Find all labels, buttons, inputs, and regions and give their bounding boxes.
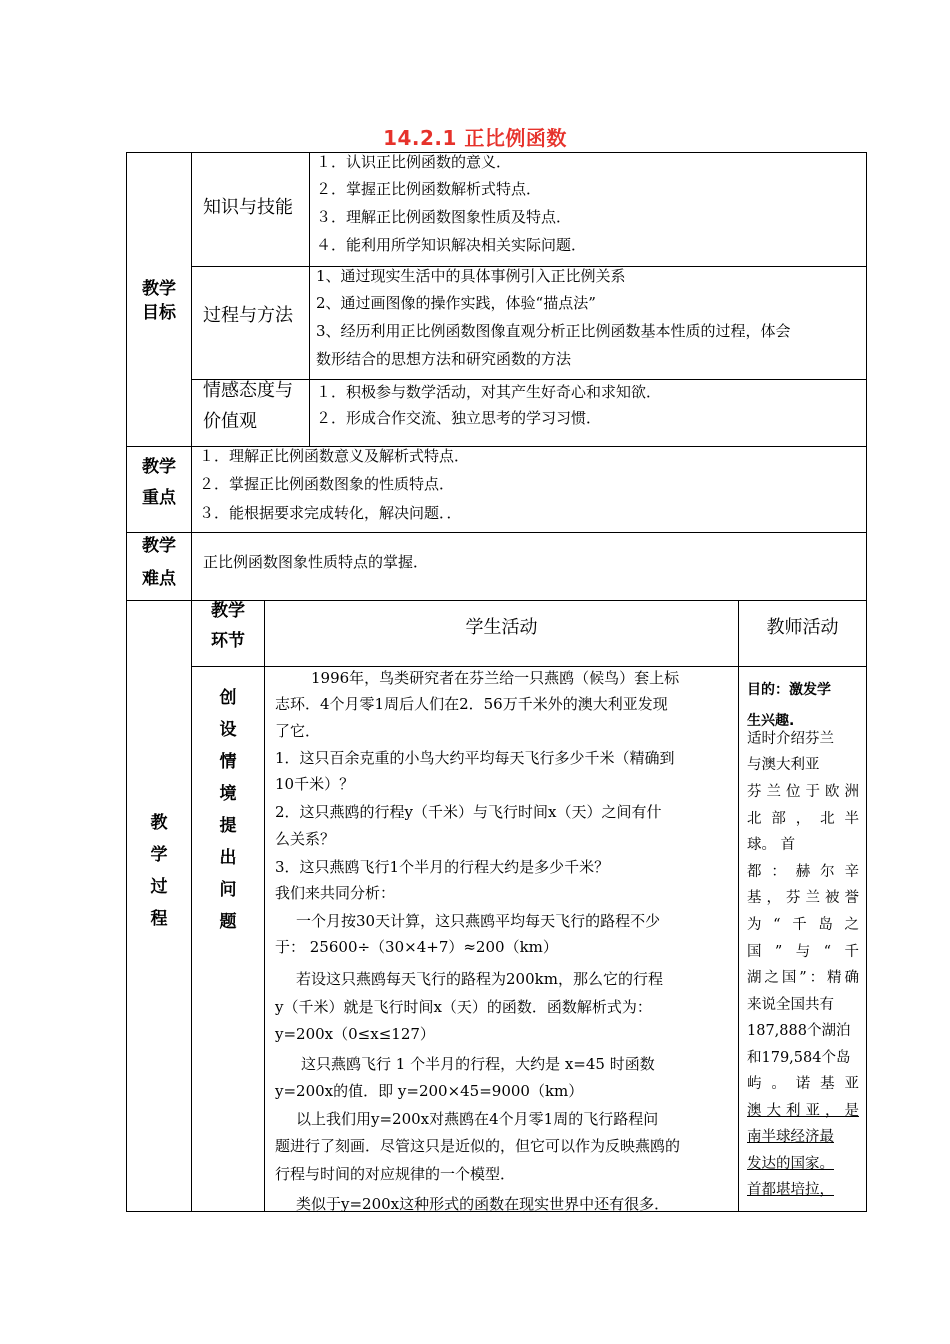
knowledge-label: 知识与技能	[203, 197, 293, 218]
stage-column-header: 教学 环节	[211, 601, 245, 651]
page-title: 14.2.1 正比例函数	[383, 126, 567, 150]
list-item: １．理解正比例函数意义及解析式特点．	[199, 447, 470, 465]
process-label: 过程与方法	[203, 305, 293, 326]
keypoints-label: 教学 重点	[142, 457, 176, 508]
list-item: ４．能利用所学知识解决相关实际问题．	[316, 236, 587, 254]
difficulty-label: 教学 难点	[142, 536, 176, 589]
list-item: 2、通过画图像的操作实践，体验“描点法”	[316, 294, 596, 312]
list-item: ２．掌握正比例函数解析式特点．	[316, 180, 542, 198]
list-item: 数形结合的思想方法和研究函数的方法	[316, 350, 572, 368]
attitude-label-line1: 情感态度与	[203, 380, 293, 401]
list-item: １．积极参与数学活动，对其产生好奇心和求知欲．	[316, 383, 662, 401]
attitude-label-line2: 价值观	[203, 411, 257, 432]
objectives-label: 教学目标	[142, 279, 176, 323]
list-item: ２．形成合作交流、独立思考的学习习惯．	[316, 409, 602, 427]
list-item: ２．掌握正比例函数图象的性质特点．	[199, 475, 455, 493]
difficulty-text: 正比例函数图象性质特点的掌握．	[203, 553, 429, 571]
list-item: 1、通过现实生活中的具体事例引入正比例关系	[316, 267, 626, 285]
student-column-header: 学生活动	[465, 617, 538, 638]
list-item: ３．理解正比例函数图象性质及特点．	[316, 208, 572, 226]
list-item: ３．能根据要求完成转化，解决问题．．	[199, 504, 462, 522]
list-item: 3、经历利用正比例函数图像直观分析正比例函数基本性质的过程，体会	[316, 322, 791, 340]
teacher-column-header: 教师活动	[766, 617, 839, 638]
list-item: １．认识正比例函数的意义．	[316, 153, 512, 171]
